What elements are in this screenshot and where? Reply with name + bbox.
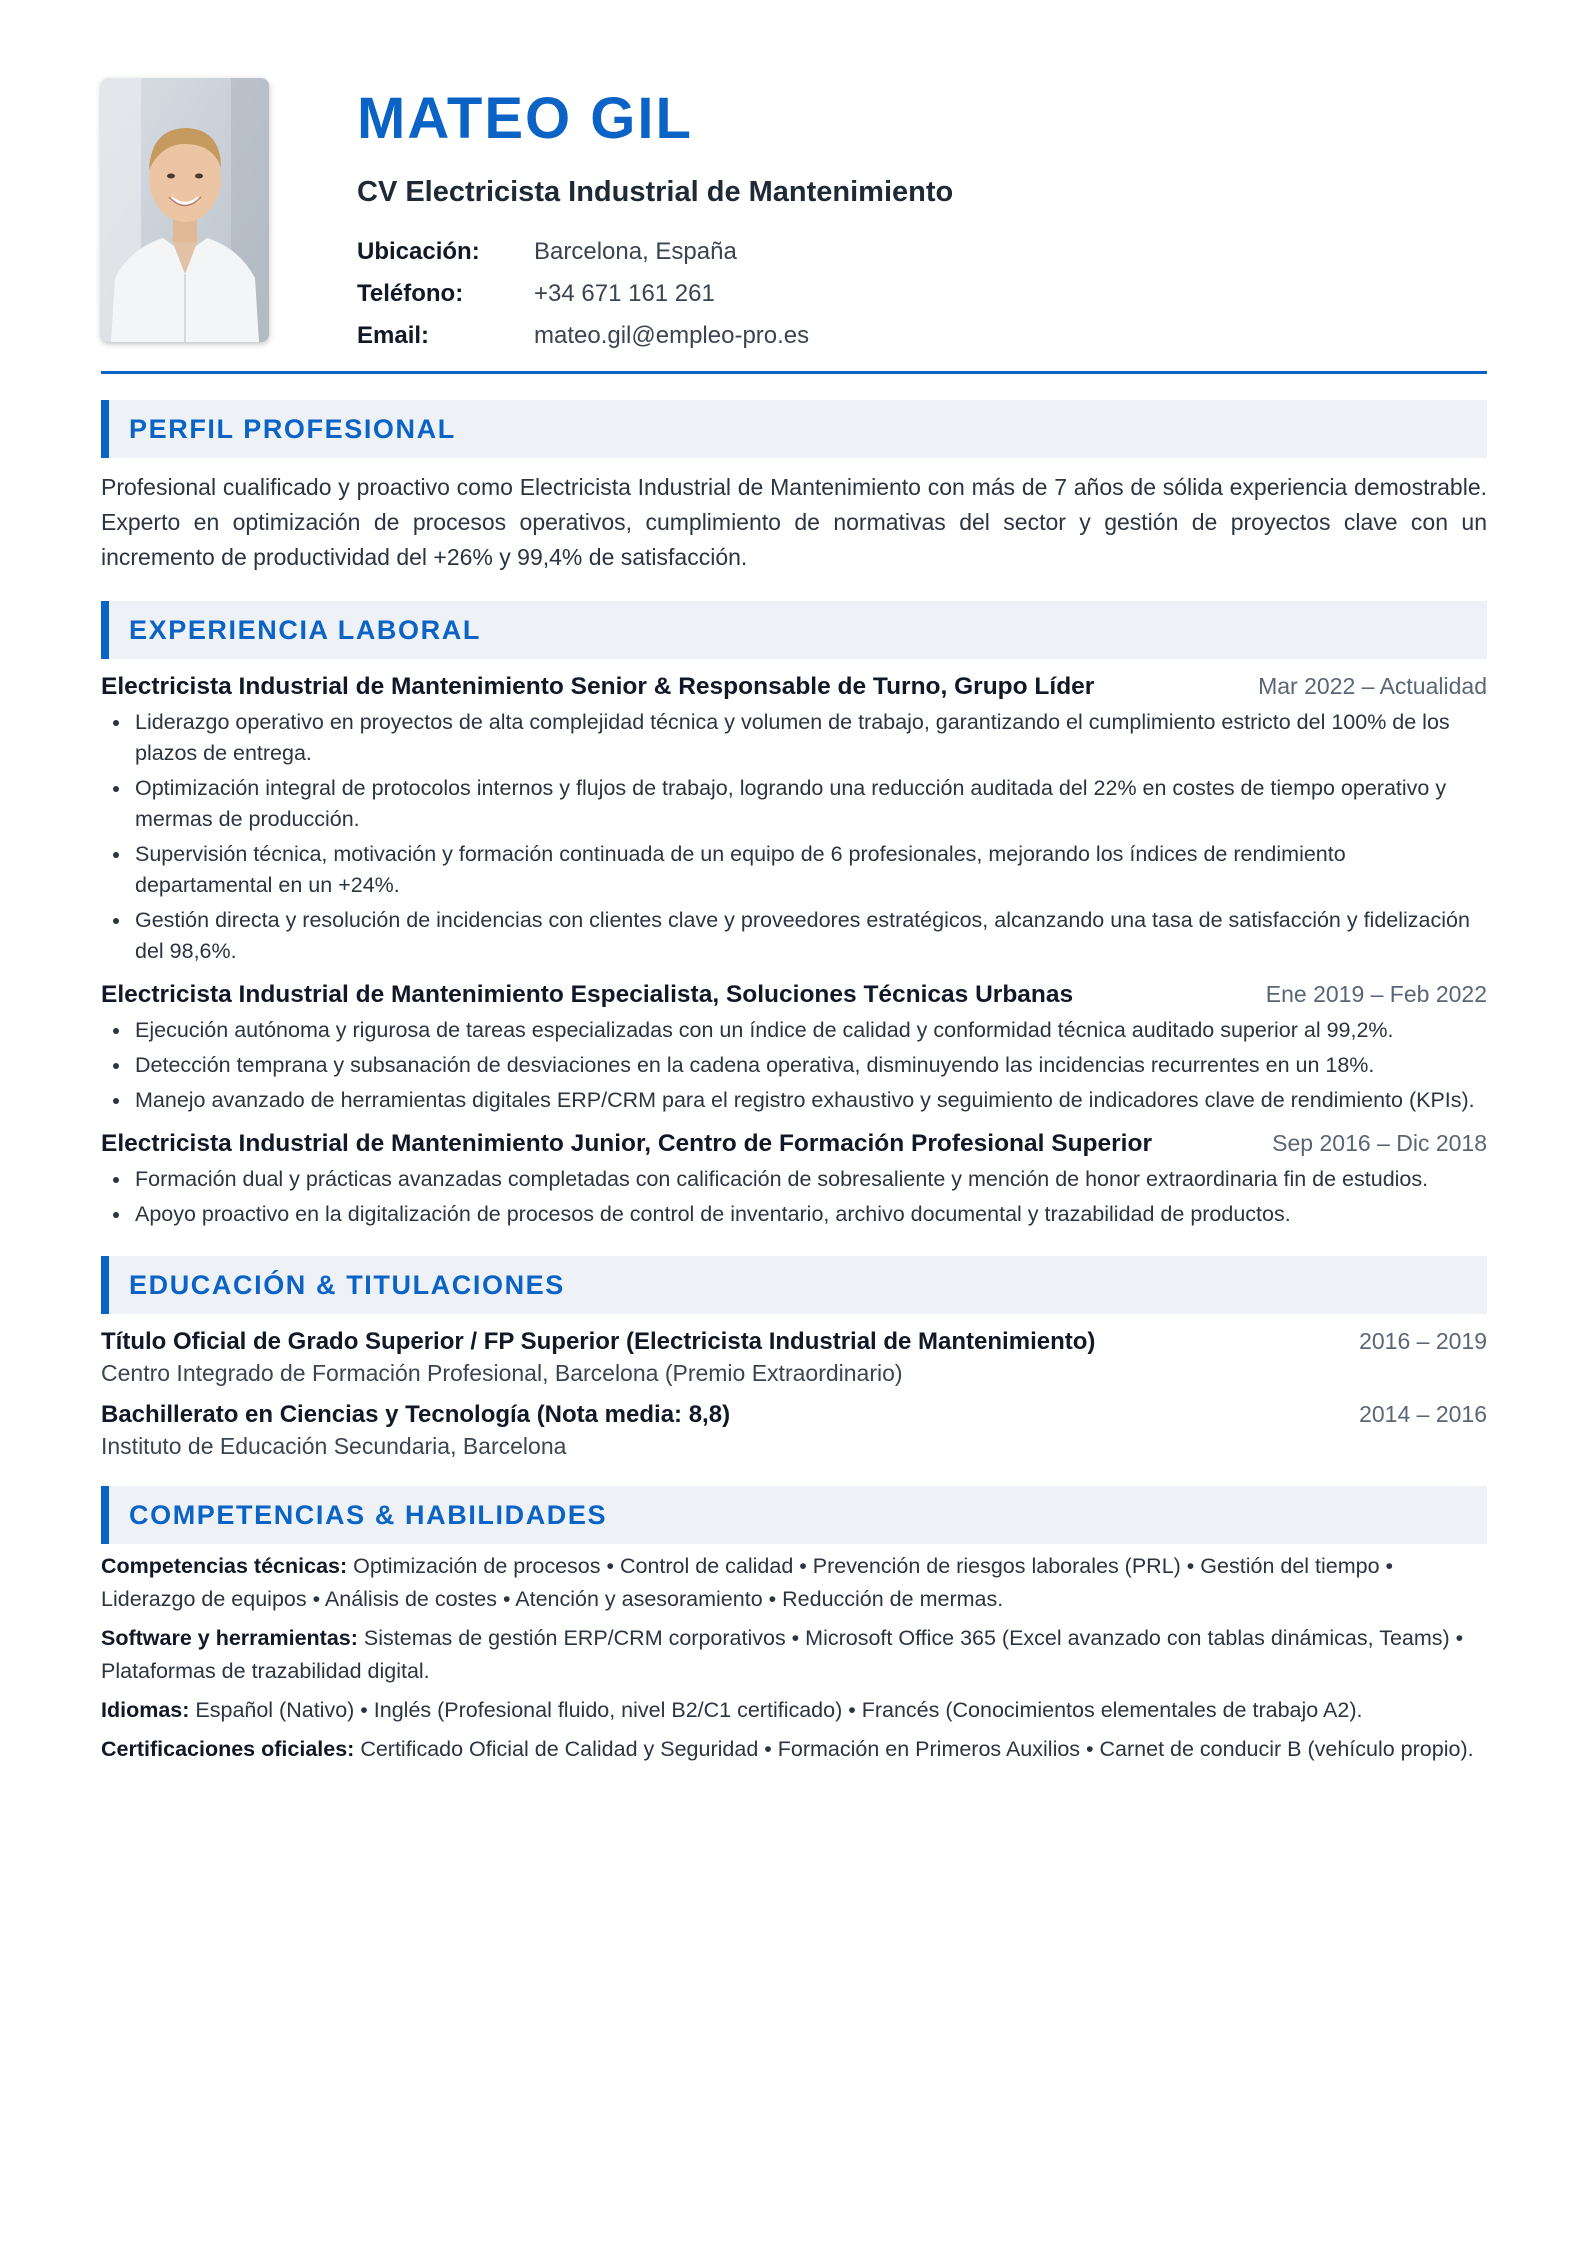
education-section xyxy=(101,1256,1487,1460)
job-title: Electricista Industrial de Mantenimiento Junior, Centro de Formación Profesional Superior xyxy=(101,1130,1152,1157)
section-title: COMPETENCIAS & HABILIDADES xyxy=(129,1499,608,1530)
degree-title: Título Oficial de Grado Superior / FP Superior (Electricista Industrial de Mantenimiento) xyxy=(101,1328,1096,1355)
job-title: Electricista Industrial de Mantenimiento Senior & Responsable de Turno, Grupo Líder xyxy=(101,673,1095,700)
job-date: Ene 2019 – Feb 2022 xyxy=(1265,981,1487,1007)
list-item: Liderazgo operativo en proyectos de alta complejidad técnica y volumen de trabajo, garantizando el cumplimiento estricto del 100% de los plazos de entrega. xyxy=(101,707,1487,769)
header-divider xyxy=(101,371,1487,374)
section-header xyxy=(101,601,1487,659)
job-header xyxy=(101,981,1487,1009)
skill-group-software xyxy=(101,1622,1487,1688)
list-item: Optimización integral de protocolos internos y flujos de trabajo, logrando una reducción auditada del 22% en costes de tiempo operativo y mermas de producción. xyxy=(101,773,1487,835)
skill-group-certifications xyxy=(101,1733,1487,1766)
degree-title: Bachillerato en Ciencias y Tecnología (Nota media: 8,8) xyxy=(101,1401,731,1428)
contact-label: Email: xyxy=(357,322,430,349)
list-item: Gestión directa y resolución de incidencias con clientes clave y proveedores estratégicos, alcanzando una tasa de satisfacción y fidelización del 98,6%. xyxy=(101,905,1487,967)
education-entry xyxy=(101,1401,1487,1460)
skill-group-technical xyxy=(101,1550,1487,1616)
job-entry xyxy=(101,1130,1487,1230)
section-title: EXPERIENCIA LABORAL xyxy=(129,614,481,645)
cv-header xyxy=(101,78,1487,357)
job-title: Electricista Industrial de Mantenimiento Especialista, Soluciones Técnicas Urbanas xyxy=(101,981,1074,1008)
education-date: 2014 – 2016 xyxy=(1359,1401,1487,1427)
skill-text: Optimización de procesos • Control de calidad • Prevención de riesgos laborales (PRL) • Gestión del tiempo • Liderazgo de equipos • Análisis de costes • Atención y asesoramiento • Reducción de mermas. xyxy=(101,1554,1394,1611)
skill-text: Español (Nativo) • Inglés (Profesional fluido, nivel B2/C1 certificado) • Francés (Conocimientos elementales de trabajo A2). xyxy=(195,1698,1363,1722)
location-value: Barcelona, España xyxy=(534,238,737,265)
education-header xyxy=(101,1401,1487,1429)
skills-section xyxy=(101,1486,1487,1766)
education-header xyxy=(101,1328,1487,1356)
contact-label: Teléfono: xyxy=(357,280,464,307)
candidate-name: MATEO GIL xyxy=(357,86,693,151)
list-item: Formación dual y prácticas avanzadas completadas con calificación de sobresaliente y mención de honor extraordinaria fin de estudios. xyxy=(101,1164,1487,1195)
job-header xyxy=(101,1130,1487,1158)
profile-section xyxy=(101,400,1487,575)
contact-list xyxy=(357,231,953,357)
skill-text: Certificado Oficial de Calidad y Seguridad • Formación en Primeros Auxilios • Carnet de conducir B (vehículo propio). xyxy=(360,1737,1474,1761)
section-header xyxy=(101,1256,1487,1314)
job-achievements xyxy=(101,1015,1487,1116)
section-title: PERFIL PROFESIONAL xyxy=(129,413,456,444)
skill-group-languages xyxy=(101,1694,1487,1727)
job-header xyxy=(101,673,1487,701)
list-item: Ejecución autónoma y rigurosa de tareas especializadas con un índice de calidad y conformidad técnica auditado superior al 99,2%. xyxy=(101,1015,1487,1046)
phone-value: +34 671 161 261 xyxy=(534,280,715,307)
institution: Centro Integrado de Formación Profesional, Barcelona (Premio Extraordinario) xyxy=(101,1360,903,1386)
section-header xyxy=(101,1486,1487,1544)
email-value: mateo.gil@empleo-pro.es xyxy=(534,322,810,349)
cv-title: CV Electricista Industrial de Mantenimiento xyxy=(357,176,954,208)
profile-summary: Profesional cualificado y proactivo como Electricista Industrial de Mantenimiento con más de 7 años de sólida experiencia demostrable. Experto en optimización de procesos operativos, cumplimiento de normativas del sector y gestión de proyectos clave con un incremento de productividad del +26% y 99,4% de satisfacción. xyxy=(101,474,1487,570)
institution: Instituto de Educación Secundaria, Barcelona xyxy=(101,1433,567,1459)
header-info xyxy=(357,78,953,357)
contact-row-phone xyxy=(357,273,953,315)
job-entry xyxy=(101,981,1487,1116)
contact-label: Ubicación: xyxy=(357,238,480,265)
list-item: Detección temprana y subsanación de desviaciones en la cadena operativa, disminuyendo las incidencias recurrentes en un 18%. xyxy=(101,1050,1487,1081)
contact-row-location xyxy=(357,231,953,273)
job-achievements xyxy=(101,707,1487,967)
list-item: Manejo avanzado de herramientas digitales ERP/CRM para el registro exhaustivo y seguimiento de indicadores clave de rendimiento (KPIs). xyxy=(101,1085,1487,1116)
list-item: Apoyo proactivo en la digitalización de procesos de control de inventario, archivo documental y trazabilidad de productos. xyxy=(101,1199,1487,1230)
education-date: 2016 – 2019 xyxy=(1359,1328,1487,1354)
profile-photo xyxy=(101,78,269,342)
job-entry xyxy=(101,673,1487,967)
list-item: Supervisión técnica, motivación y formación continuada de un equipo de 6 profesionales, mejorando los índices de rendimiento departamental en un +24%. xyxy=(101,839,1487,901)
skill-text: Sistemas de gestión ERP/CRM corporativos • Microsoft Office 365 (Excel avanzado con tablas dinámicas, Teams) • Plataformas de trazabilidad digital. xyxy=(101,1626,1464,1683)
contact-row-email xyxy=(357,315,953,357)
job-achievements xyxy=(101,1164,1487,1230)
skill-label: Certificaciones oficiales: xyxy=(101,1737,355,1761)
job-date: Mar 2022 – Actualidad xyxy=(1258,673,1487,699)
skill-label: Competencias técnicas: xyxy=(101,1554,348,1578)
section-title: EDUCACIÓN & TITULACIONES xyxy=(129,1269,565,1300)
experience-section xyxy=(101,601,1487,1230)
education-entry xyxy=(101,1328,1487,1387)
profile-photo-illustration xyxy=(101,78,269,342)
job-date: Sep 2016 – Dic 2018 xyxy=(1272,1130,1487,1156)
skill-label: Software y herramientas: xyxy=(101,1626,358,1650)
section-header xyxy=(101,400,1487,458)
skill-label: Idiomas: xyxy=(101,1698,190,1722)
